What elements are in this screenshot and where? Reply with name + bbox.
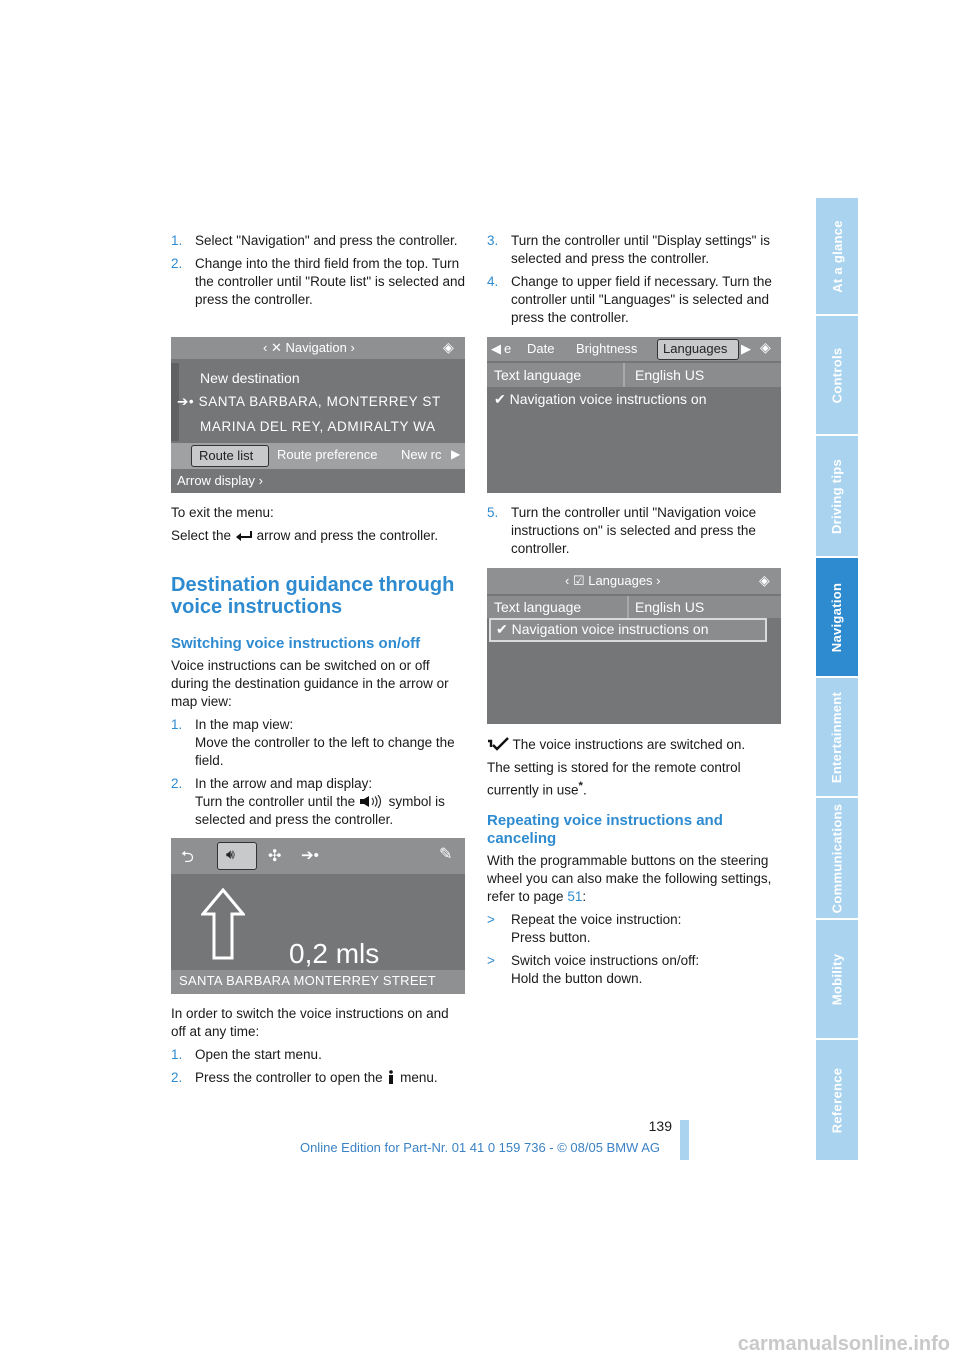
side-tab-label: Communications [829,803,845,913]
screen-title: ‹ ☑ Languages › [565,573,661,588]
asterisk: * [578,780,583,792]
screen-title-text: Languages [588,573,653,588]
stored-note: The setting is stored for the remote control currently in use*. [487,760,741,798]
side-tab-label: Driving tips [829,458,845,534]
subsection-title: Repeating voice instructions and canceling [487,812,723,847]
step-text: Turn the controller until the [195,794,356,809]
exit-instruction [171,527,465,545]
step-2 [171,1069,465,1087]
back-arrow-icon [235,529,253,542]
settings-icon: ◈ [443,339,454,355]
settings-icon: ◈ [760,339,771,355]
tab-new-route[interactable]: New rc [401,447,442,462]
side-tab-communications[interactable] [816,798,858,918]
watermark: carmanualsonline.info [737,1333,950,1355]
step-text: symbol is selected and press the controller. [195,794,445,827]
side-tab-label: Entertainment [829,691,845,783]
tools-icon[interactable]: ✎ [439,846,453,863]
step-number: 5. [487,505,499,520]
row-text: Navigation voice instructions on [511,621,709,637]
language-value[interactable]: English US [635,367,705,383]
order-steps [171,1005,465,1092]
side-tab-label: At a glance [829,219,845,293]
step-number: 1. [171,233,183,248]
screen-title: ‹ ✕ Navigation › [263,340,355,355]
text: Hold the button down. [511,971,643,986]
back-icon[interactable]: ⮌ [181,849,194,866]
tab-next-icon[interactable]: ▶ [741,341,751,356]
tab-next-icon[interactable]: ▶ [451,447,461,461]
step-number: 4. [487,274,499,289]
bullet-repeat [487,911,781,947]
route-icon[interactable]: ➔• [301,847,319,864]
step-number: 3. [487,233,499,248]
step-text: Open the start menu. [195,1047,322,1062]
side-tab-controls[interactable] [816,316,858,434]
nav-voice-row: ✔ Navigation voice instructions on [496,621,709,637]
text: The setting is stored for the remote control currently in use [487,760,741,798]
screen-display-settings [487,337,781,493]
step-5-text [487,504,781,563]
divider [623,363,625,387]
programmable-buttons-text [487,852,781,993]
side-tab-entertainment[interactable] [816,678,858,796]
tab-route-list[interactable] [191,445,269,467]
step-4 [487,273,781,327]
tab-route-preference[interactable]: Route preference [277,447,378,462]
step-text: In the arrow and map display: [195,776,373,791]
step-number: 2. [171,776,183,791]
menu-row-santa-barbara: ➔• SANTA BARBARA, MONTERREY ST [177,394,441,409]
step-number: 2. [171,256,183,271]
row-text: Navigation voice instructions on [509,391,707,407]
right-steps-top [487,232,781,332]
text: arrow and press the controller. [256,528,439,543]
step-text: Change to upper field if necessary. Turn the controller until "Languages" is selected and press the controller. [511,274,772,325]
text: The voice instructions are switched on. [512,737,746,752]
direction-arrow-icon [201,888,245,960]
tab-languages[interactable] [657,339,739,360]
text: Select the [171,528,232,543]
traffic-icon[interactable]: ✣ [268,848,282,865]
voice-on-text [487,736,781,805]
screen-title-text: Navigation [285,340,347,355]
paragraph: In order to switch the voice instructions on and off at any time: [171,1006,449,1039]
settings-icon: ◈ [759,572,770,588]
side-tab-label: Controls [829,347,845,403]
side-tab-at-a-glance[interactable] [816,198,858,314]
language-value[interactable]: English US [635,599,705,615]
step-1 [171,232,465,250]
step-text: In the map view: [195,717,294,732]
info-icon [386,1070,396,1084]
step-text: Turn the controller until "Display settings" is selected and press the controller. [511,233,770,266]
section-title: Destination guidance through voice instructions [171,574,455,618]
step-number: 1. [171,717,183,732]
step-text: Turn the controller until "Navigation voice instructions on" is selected and press the controller. [511,505,757,556]
bullet-marker: > [487,912,495,927]
tab-label: Route list [199,448,254,463]
street-name: SANTA BARBARA MONTERREY STREET [179,973,437,988]
subsection-heading [171,635,471,653]
text: Press button. [511,930,591,945]
text: Repeat the voice instruction: [511,912,682,927]
intro-paragraph: Voice instructions can be switched on or off during the destination guidance in the arrow or map view: [171,658,449,709]
step-text: Select "Navigation" and press the controller. [195,233,458,248]
screen-languages [487,568,781,724]
tab-prev-icon[interactable]: ◀ [491,341,501,356]
step-number: 2. [171,1070,183,1085]
step-5 [487,504,781,558]
side-tab-label: Mobility [829,953,845,1005]
check-icon [487,737,509,751]
menu-row-marina-del-rey: MARINA DEL REY, ADMIRALTY WA [200,419,436,434]
text-language-label: Text language [494,599,582,615]
step-text: Change into the third field from the top. Turn the controller until "Route list" is selected and press the controller. [195,256,465,307]
bullet-marker: > [487,953,495,968]
screen-navigation-route-list [171,337,465,493]
exit-heading: To exit the menu: [171,505,274,520]
step-text: menu. [400,1070,438,1085]
step-1 [171,716,465,770]
tab-brightness[interactable]: Brightness [576,341,638,356]
nav-voice-row[interactable]: ✔ Navigation voice instructions on [494,391,707,407]
divider [627,596,629,618]
step-text: Press the controller to open the [195,1070,383,1085]
subsection-heading-2 [487,812,781,848]
bullet-switch [487,952,781,988]
text: With the programmable buttons on the steering wheel you can also make the following settings, refer to page [487,853,772,904]
arrow-display-row[interactable]: Arrow display › [177,473,263,488]
subsection-title: Switching voice instructions on/off [171,635,421,652]
tab-e[interactable]: e [504,341,512,356]
speaker-icon [359,795,385,808]
screen-arrow-display [171,838,465,994]
section-heading [171,574,471,618]
step-2 [171,775,465,829]
side-tab-label: Reference [829,1067,845,1133]
distance-readout: 0,2 mls [289,938,380,969]
left-steps-top [171,232,465,314]
side-tab-mobility[interactable] [816,920,858,1038]
side-tab-label: Navigation [829,582,845,652]
voice-switch-text [171,657,465,834]
step-2 [171,255,465,309]
footer-edition: Online Edition for Part-Nr. 01 41 0 159 736 - © 08/05 BMW AG [299,1140,661,1155]
speaker-icon: 🔊︎ [226,846,235,862]
on-note [487,736,781,754]
side-tab-navigation[interactable] [816,558,858,676]
tab-label: Languages [663,341,728,356]
row-text: SANTA BARBARA, MONTERREY ST [198,394,441,409]
voice-icon-selected[interactable] [217,842,257,870]
step-3 [487,232,781,268]
page-link[interactable]: 51 [567,889,583,904]
step-text: Move the controller to the left to change the field. [195,735,455,768]
step-number: 1. [171,1047,183,1062]
text-language-label: Text language [494,367,582,383]
side-tab-driving-tips[interactable] [816,436,858,556]
row-text: Arrow display [177,473,256,488]
step-1 [171,1046,465,1064]
menu-row-new-destination: New destination [200,370,300,386]
nav-voice-row-selected[interactable] [489,618,767,642]
tab-date[interactable]: Date [527,341,555,356]
page-number: 139 [648,1118,672,1134]
text: Switch voice instructions on/off: [511,953,700,968]
exit-menu-text [171,504,465,550]
paragraph: With the programmable buttons on the steering wheel you can also make the following settings, refer to page 51: [487,853,772,904]
